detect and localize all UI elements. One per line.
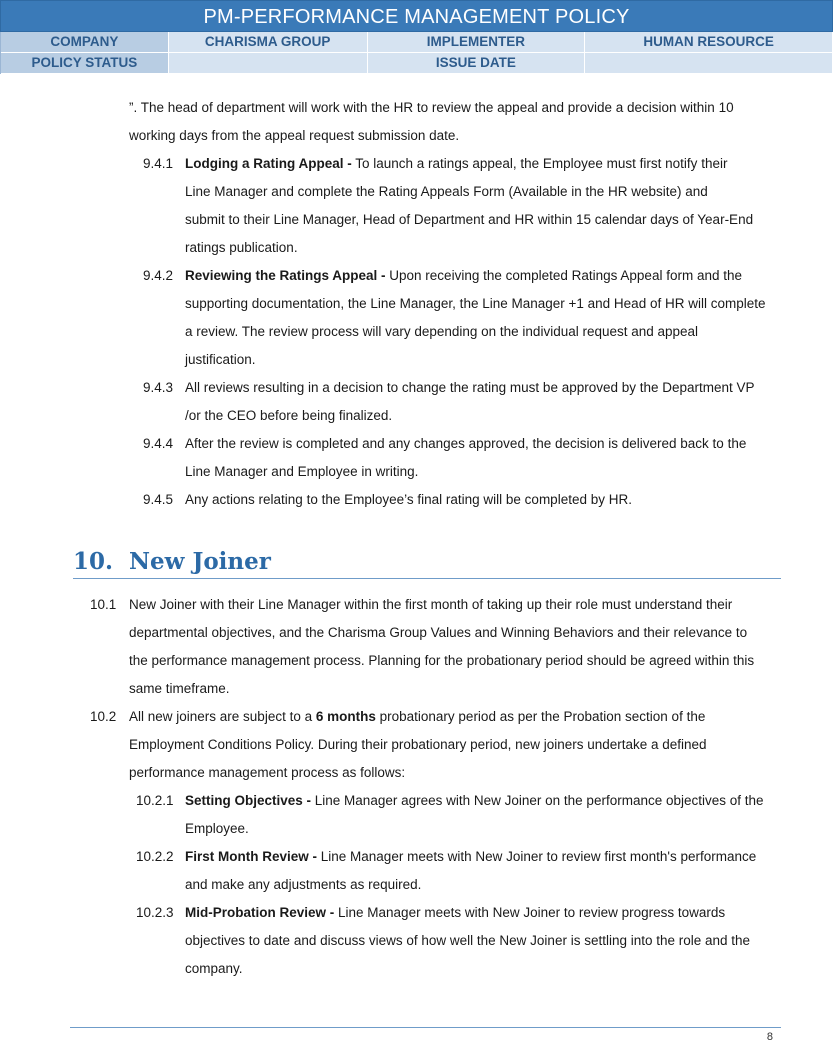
policy-title: PM-PERFORMANCE MANAGEMENT POLICY [0, 0, 833, 32]
section-number-10-2: 10.2 [90, 709, 117, 724]
section-number-9-4-4: 9.4.4 [143, 436, 174, 451]
section-10-1: New Joiner with their Line Manager within the first month of taking up their role must understand their departmental objectives, and the Charisma Group Values and Winning Behaviors and their relevance to the performance management process. Planning for the probationary period should be agreed within this same timeframe. [129, 597, 755, 696]
section-9-4-2: Reviewing the Ratings Appeal - Upon receiving the completed Ratings Appeal form and the supporting documentation, the Line Manager, the Line Manager +1 and Head of HR will complete a review. The review process will vary depending on the individual request and appeal justification. [185, 268, 766, 367]
policy-status-label: POLICY STATUS [1, 53, 169, 74]
section-9-4-1-title: Lodging a Rating Appeal - [185, 156, 352, 171]
section-9-4-3: All reviews resulting in a decision to change the rating must be approved by the Department VP /or the CEO before being finalized. [185, 380, 755, 423]
section-9-4-2-title: Reviewing the Ratings Appeal - [185, 268, 386, 283]
heading-number: 10. [73, 548, 114, 575]
issue-date-value [585, 53, 833, 74]
section-number-9-4-2: 9.4.2 [143, 268, 174, 283]
section-number-10-1: 10.1 [90, 597, 117, 612]
section-10-2: All new joiners are subject to a 6 months probationary period as per the Probation section of the Employment Conditions Policy. During their probationary period, new joiners undertake a defined performance management process as follows: [129, 709, 707, 780]
section-number-10-2-3: 10.2.3 [136, 905, 174, 920]
section-heading-new-joiner [73, 545, 781, 579]
probation-duration: 6 months [315, 709, 376, 724]
section-number-9-4-1: 9.4.1 [143, 156, 174, 171]
section-10-2-2-title: First Month Review - [185, 849, 318, 864]
section-10-2-3: Mid-Probation Review - Line Manager meets with New Joiner to review progress towards objectives to date and discuss views of how well the New Joiner is settling into the role and the company. [185, 905, 751, 976]
issue-date-label: ISSUE DATE [368, 53, 586, 74]
company-value: CHARISMA GROUP [169, 32, 368, 53]
section-number-9-4-3: 9.4.3 [143, 380, 174, 395]
implementer-value: HUMAN RESOURCE [585, 32, 833, 53]
header-row-status [0, 53, 833, 74]
section-number-10-2-1: 10.2.1 [136, 793, 174, 808]
company-label: COMPANY [1, 32, 169, 53]
section-10-2-3-title: Mid-Probation Review - [185, 905, 335, 920]
header-row-company [0, 32, 833, 53]
section-10-2-1: Setting Objectives - Line Manager agrees with New Joiner on the performance objectives of the Employee. [185, 793, 764, 836]
intro-paragraph: ”. The head of department will work with the HR to review the appeal and provide a decision within 10 working days from the appeal request submission date. [129, 100, 734, 143]
section-9-4-5: Any actions relating to the Employee’s final rating will be completed by HR. [185, 492, 632, 507]
document-header [0, 0, 833, 74]
section-9-4-4: After the review is completed and any changes approved, the decision is delivered back to the Line Manager and Employee in writing. [185, 436, 747, 479]
page-number: 8 [766, 1031, 773, 1043]
section-10-2-2: First Month Review - Line Manager meets with New Joiner to review first month's performance and make any adjustments as required. [185, 849, 757, 892]
heading-title: New Joiner [129, 548, 271, 575]
implementer-label: IMPLEMENTER [368, 32, 586, 53]
policy-status-value [169, 53, 368, 74]
section-number-10-2-2: 10.2.2 [136, 849, 174, 864]
footer-divider [70, 1027, 781, 1028]
section-10-2-1-title: Setting Objectives - [185, 793, 312, 808]
section-number-9-4-5: 9.4.5 [143, 492, 174, 507]
section-9-4-1: Lodging a Rating Appeal - To launch a ratings appeal, the Employee must first notify their Line Manager and complete the Rating Appeals Form (Available in the HR website) and submit to their Line Manager, Head of Department and HR within 15 calendar days of Year-End ratings publication. [185, 156, 754, 255]
